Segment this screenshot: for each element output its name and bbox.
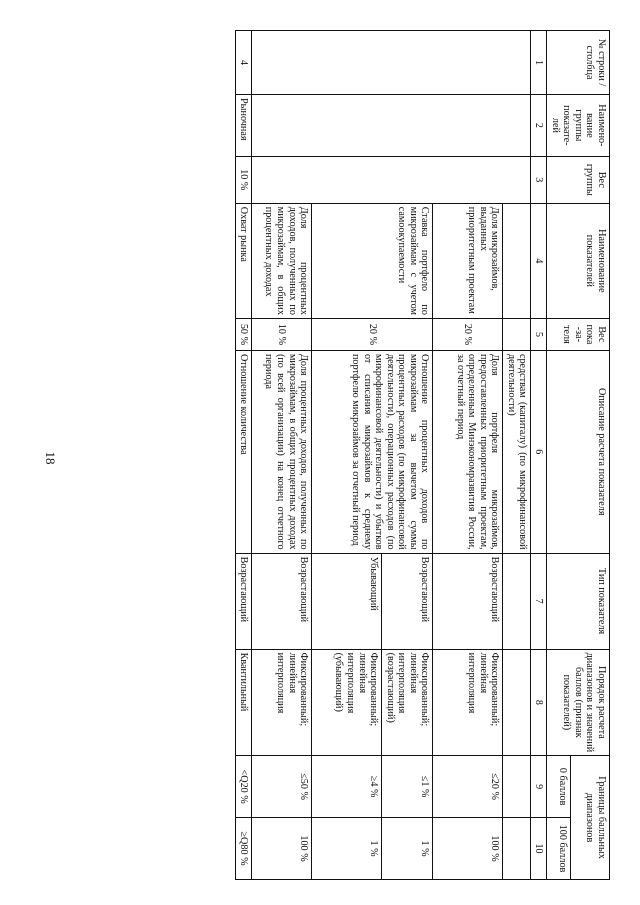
indicator-weight-cell: 20 %: [312, 318, 433, 350]
table-cell: [503, 553, 531, 649]
indicator-name-cell: Доля микрозаймов, выданных приоритетным проектам: [433, 203, 503, 318]
order-cell: Фиксированный; линейная интерполяция (убывающий): [312, 649, 382, 756]
header-description: Описание расчета показателя: [547, 350, 610, 553]
header-order: Порядок расчета диапазонов и значений баллов (признак показателей): [547, 649, 610, 756]
hundred-bound-cell: 1 %: [312, 818, 382, 880]
description-cell: Доля портфеля микрозаймов, предоставленных приоритетным проектам, определенным Минэкономразвития России, за отчетный период: [433, 350, 503, 553]
column-number-row: [531, 31, 547, 880]
indicators-table: [235, 30, 610, 880]
description-cell: Отношение количества: [235, 350, 252, 553]
rotated-table-container: [90, 30, 610, 880]
table-row: [503, 31, 531, 880]
indicator-name-cell: Охват рынка: [235, 203, 252, 318]
header-indicator-name: Наименование показателей: [547, 203, 610, 318]
order-cell: Фиксированный; линейная интерполяция (возрастающий): [382, 649, 433, 756]
column-number: 4: [531, 203, 547, 318]
column-number: 9: [531, 756, 547, 818]
table-cell: [252, 31, 531, 95]
header-row-number: № строки / столбца: [547, 31, 610, 95]
header-type: Тип показателя: [547, 553, 610, 649]
zero-bound-cell: ≤20 %: [433, 756, 503, 818]
indicator-name-cell: Ставка портфело по микрозаймам с учетом самоокупаемости: [312, 203, 433, 318]
hundred-bound-cell: 100 %: [252, 818, 312, 880]
table-row: [235, 31, 252, 880]
zero-bound-cell: ≤50 %: [252, 756, 312, 818]
row-number-cell: 4: [235, 31, 252, 95]
hundred-bound-cell: ≥Q80 %: [235, 818, 252, 880]
table-cell: [503, 818, 531, 880]
header-zero-points: 0 баллов: [547, 756, 570, 818]
indicator-weight-cell: 20 %: [433, 318, 503, 350]
header-indicator-weight: Вес пока -за-теля: [547, 318, 610, 350]
table-cell: [503, 318, 531, 350]
description-cell: Доля процентных доходов, полученных по микрозаймам, в общих процентных доходах (по всей организации) на конец отчетного периода: [252, 350, 312, 553]
hundred-bound-cell: 100 %: [433, 818, 503, 880]
page-number: 18: [43, 451, 58, 465]
type-cell: Возрастающий: [382, 553, 433, 649]
header-hundred-points: 100 баллов: [547, 818, 570, 880]
type-cell: Убывающий: [312, 553, 382, 649]
indicator-weight-cell: 10 %: [252, 318, 312, 350]
type-cell: Возрастающий: [252, 553, 312, 649]
description-cell: средствам (капиталу) (по микрофинансовой деятельности): [503, 350, 531, 553]
column-number: 3: [531, 156, 547, 203]
zero-bound-cell: ≥4 %: [312, 756, 382, 818]
type-cell: Возрастающий: [235, 553, 252, 649]
order-cell: Фиксированный; линейная интерполяция: [252, 649, 312, 756]
order-cell: Фиксированный; линейная интерполяция: [433, 649, 503, 756]
table-cell: [252, 94, 531, 156]
zero-bound-cell: ≤1 %: [382, 756, 433, 818]
column-number: 5: [531, 318, 547, 350]
column-number: 2: [531, 94, 547, 156]
hundred-bound-cell: 1 %: [382, 818, 433, 880]
table-cell: [503, 649, 531, 756]
column-number: 1: [531, 31, 547, 95]
table-cell: [252, 156, 531, 203]
table-cell: [503, 756, 531, 818]
column-number: 10: [531, 818, 547, 880]
header-group-weight: Вес группы: [547, 156, 610, 203]
column-number: 8: [531, 649, 547, 756]
header-group-name: Наимено-вание группы показате-лей: [547, 94, 610, 156]
type-cell: Возрастающий: [433, 553, 503, 649]
zero-bound-cell: <Q20 %: [235, 756, 252, 818]
header-score-bounds: Границы балльных диапазонов: [570, 756, 609, 880]
indicator-weight-cell: 50 %: [235, 318, 252, 350]
group-weight-cell: 10 %: [235, 156, 252, 203]
header-row: [570, 31, 609, 880]
group-name-cell: Рыночная: [235, 94, 252, 156]
indicator-name-cell: Доля процентных доходов, полученных по микрозаймам, в общих процентных доходах: [252, 203, 312, 318]
column-number: 6: [531, 350, 547, 553]
order-cell: Квантильный: [235, 649, 252, 756]
description-cell: Отношение процентных доходов по микрозаймам за вычетом суммы процентных расходов (по микрофинансовой деятельности), операционных расходов (по микрофинансовой деятельности) и убытков от списания микрозаймов к среднему портфелю микрозаймов за отчетный период: [312, 350, 433, 553]
column-number: 7: [531, 553, 547, 649]
table-cell: [503, 203, 531, 318]
